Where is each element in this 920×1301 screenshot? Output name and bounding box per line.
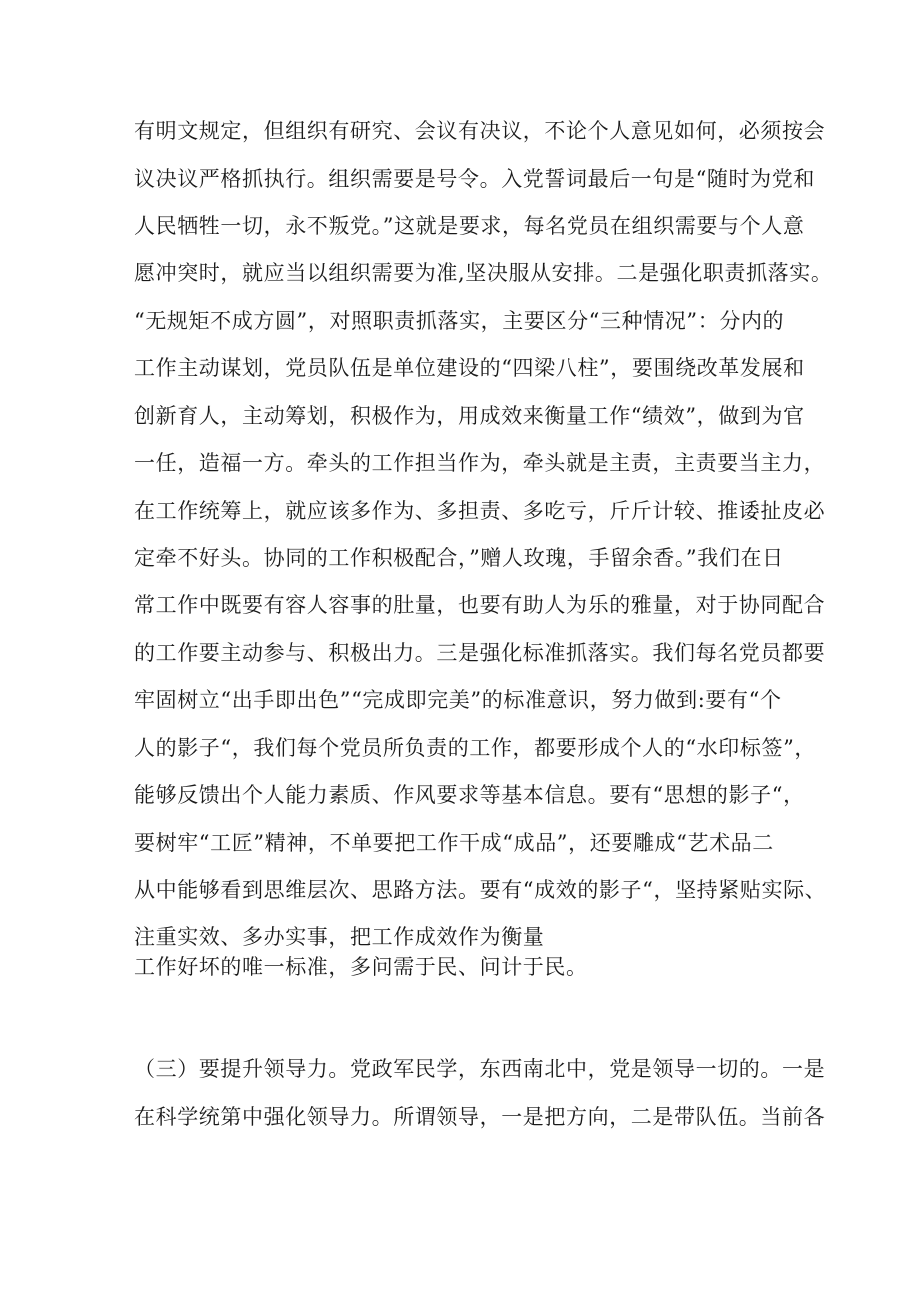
- text-line: 从中能够看到思维层次、思路方法。要有“成效的影子“，坚持紧贴实际、: [134, 878, 827, 902]
- text-line: （三）要提升领导力。党政军民学，东西南北中，党是领导一切的。一是: [134, 1057, 826, 1081]
- text-line: 要树牢“工匠”精神，不单要把工作干成“成品”，还要雕成“艺术品二: [134, 831, 774, 855]
- text-line: 牢固树立“出手即出色”“完成即完美”的标准意识，努力做到:要有“个: [134, 688, 782, 712]
- text-line: 在科学统第中强化领导力。所谓领导，一是把方向，二是带队伍。当前各: [134, 1105, 826, 1129]
- text-line: 一任，造福一方。牵头的工作担当作为，牵头就是主责，主责要当主力，: [134, 451, 826, 475]
- text-line: 愿冲突时，就应当以组织需要为准,坚决服从安排。二是强化职责抓落实。: [134, 261, 833, 285]
- text-line: 能够反馈出个人能力素质、作风要求等基本信息。要有“思想的影子“，: [134, 783, 805, 807]
- text-line: 创新育人，主动筹划，积极作为，用成效来衡量工作“绩效”，做到为官: [134, 404, 805, 428]
- text-line: 有明文规定，但组织有研究、会议有决议，不论个人意见如何，必须按会: [134, 119, 826, 143]
- text-line: 人的影子“，我们每个党员所负责的工作，都要形成个人的“水印标签”，: [134, 736, 817, 760]
- text-line: 人民牺牲一切，永不叛党。”这就是要求，每名党员在组织需要与个人意: [134, 214, 805, 238]
- text-line: 的工作要主动参与、积极出力。三是强化标准抓落实。我们每名党员都要: [134, 641, 826, 665]
- text-line: 常工作中既要有容人容事的肚量，也要有助人为乐的雅量，对于协同配合: [134, 593, 826, 617]
- text-line: 议决议严格抓执行。组织需要是号令。入党誓词最后一句是“随时为党和: [134, 167, 815, 191]
- text-line: 定牵不好头。协同的工作积极配合，”赠人玫瑰，手留余香。”我们在日: [134, 546, 784, 570]
- text-line: 工作主动谋划，党员队伍是单位建设的“四梁八柱”，要围绕改革发展和: [134, 356, 805, 380]
- text-line: 注重实效、多办实事，把工作成效作为衡量: [134, 925, 545, 949]
- text-line: 在工作统筹上，就应该多作为、多担责、多吃亏，斤斤计较、推诿扯皮必: [134, 499, 826, 523]
- text-line: 工作好坏的唯一标准，多问需于民、问计于民。: [134, 955, 588, 979]
- text-line: “无规矩不成方圆”，对照职责抓落实，主要区分“三种情况”：分内的: [134, 309, 785, 333]
